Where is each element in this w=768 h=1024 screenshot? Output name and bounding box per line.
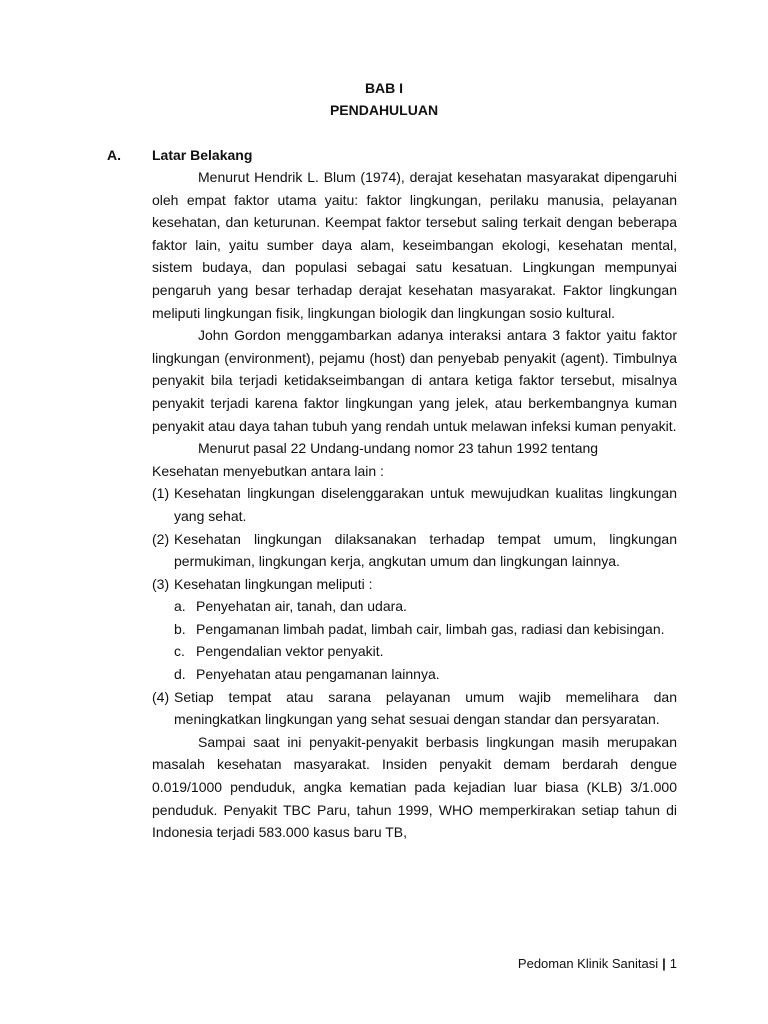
- lettered-marker: d.: [174, 666, 186, 683]
- lettered-marker: b.: [174, 620, 186, 637]
- lettered-text: Penyehatan atau pengamanan lainnya.: [196, 666, 440, 683]
- numbered-item-3: [152, 573, 677, 596]
- lettered-item-c: [174, 640, 677, 663]
- paragraph-gordon: John Gordon menggambarkan adanya interaksi antara 3 faktor yaitu faktor lingkungan (environment), pejamu (host) dan penyebab penyakit (agent). Timbulnya penyakit bila terjadi ketidakseimbangan di antara ketiga faktor tersebut, misalnya penyakit terjadi karena faktor lingkungan yang jelek, atau berkembangnya kuman penyakit atau daya tahan tubuh yang rendah untuk melawan infeksi kuman penyakit.: [152, 327, 677, 434]
- numbered-text: Setiap tempat atau sarana pelayanan umum wajib memelihara dan meningkatkan lingkungan yang sehat sesuai dengan standar dan persyaratan.: [174, 688, 677, 728]
- footer-title: Pedoman Klinik Sanitasi: [517, 956, 659, 971]
- numbered-text: Kesehatan lingkungan meliputi :: [174, 575, 373, 592]
- lettered-text: Pengendalian vektor penyakit.: [196, 643, 384, 660]
- page-footer: [518, 954, 677, 974]
- lettered-text: Penyehatan air, tanah, dan udara.: [196, 598, 407, 615]
- lettered-marker: c.: [174, 643, 185, 660]
- lettered-marker: a.: [174, 598, 186, 615]
- numbered-text: Kesehatan lingkungan diselenggarakan untuk mewujudkan kualitas lingkungan yang sehat.: [174, 485, 677, 524]
- paragraph-blum: Menurut Hendrik L. Blum (1974), derajat kesehatan masyarakat dipengaruhi oleh empat faktor utama yaitu: faktor lingkungan, perilaku manusia, pelayanan kesehatan, dan keturunan. Keempat faktor tersebut saling terkait dengan beberapa faktor lain, yaitu sumber daya alam, keseimbangan ekologi, kesehatan mental, sistem budaya, dan populasi sebagai satu kesatuan. Lingkungan mempunyai pengaruh yang besar terhadap derajat kesehatan masyarakat. Faktor lingkungan meliputi lingkungan fisik, lingkungan biologik dan lingkungan sosio kultural.: [152, 169, 677, 321]
- footer-separator: |: [662, 956, 666, 971]
- chapter-title: PENDAHULUAN: [329, 102, 439, 118]
- paragraph-disease: Sampai saat ini penyakit-penyakit berbasis lingkungan masih merupakan masalah kesehatan masyarakat. Insiden penyakit demam berdarah dengue 0.019/1000 penduduk, angka kematian pada kejadian luar biasa (KLB) 3/1.000 penduduk. Penyakit TBC Paru, tahun 1999, WHO memperkirakan setiap tahun di Indonesia terjadi 583.000 kasus baru TB,: [152, 733, 677, 841]
- page-number: 1: [669, 956, 677, 971]
- lettered-list: [152, 595, 677, 685]
- lettered-item-a: [174, 595, 677, 618]
- lettered-text: Pengamanan limbah padat, limbah cair, limbah gas, radiasi dan kebisingan.: [196, 620, 665, 637]
- numbered-item-4: [152, 686, 677, 731]
- numbered-marker: (4): [152, 688, 170, 705]
- lettered-item-b: [174, 618, 677, 641]
- numbered-text: Kesehatan lingkungan dilaksanakan terhadap tempat umum, lingkungan permukiman, lingkungan kerja, angkutan umum dan lingkungan lainnya.: [174, 530, 677, 570]
- numbered-marker: (2): [152, 530, 170, 547]
- numbered-item-1: [152, 482, 677, 527]
- body-text: [152, 166, 677, 844]
- numbered-marker: (3): [152, 575, 170, 592]
- paragraph-law-continuation: Kesehatan menyebutkan antara lain :: [152, 462, 384, 479]
- chapter-heading: BAB I: [364, 80, 404, 96]
- paragraph-law: Menurut pasal 22 Undang-undang nomor 23 tahun 1992 tentang: [198, 440, 599, 457]
- lettered-item-d: [174, 663, 677, 686]
- numbered-marker: (1): [152, 485, 170, 502]
- section-letter: A.: [107, 147, 121, 163]
- section-title: Latar Belakang: [152, 147, 253, 163]
- numbered-item-2: [152, 528, 677, 573]
